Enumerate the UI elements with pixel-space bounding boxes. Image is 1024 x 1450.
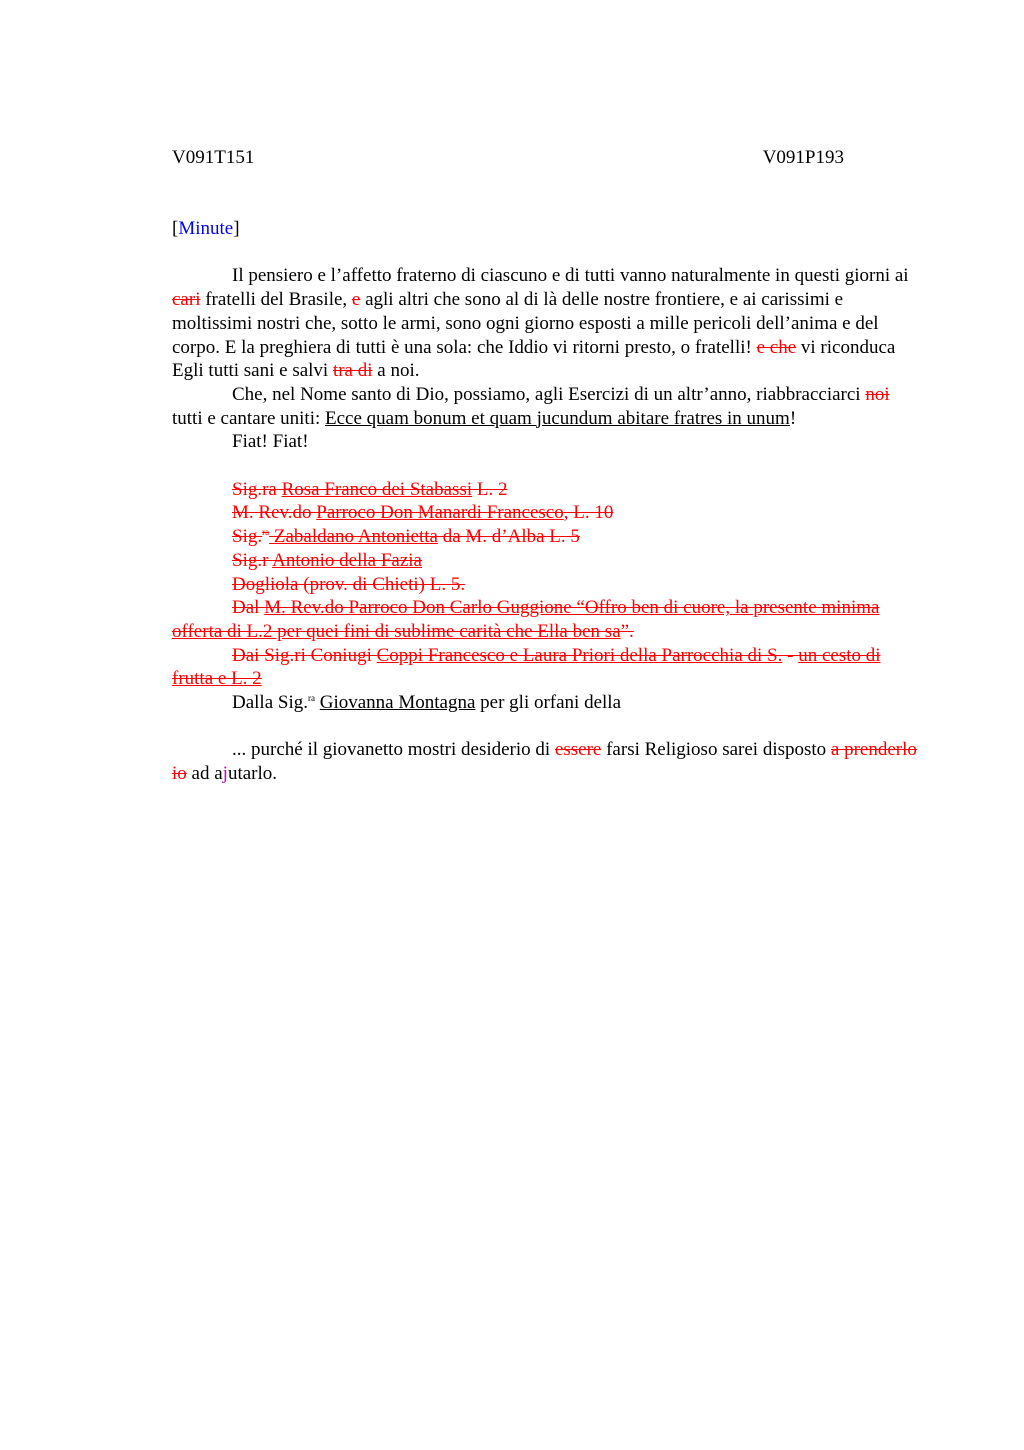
offering-6-name: M. Rev.do Parroco Don Carlo Guggione: [264, 597, 577, 619]
p1-text-2: fratelli del Brasile,: [200, 289, 352, 311]
offering-2-name: Parroco Don Manardi Francesco: [316, 502, 564, 524]
paragraph-4: [172, 738, 922, 785]
offering-3-title: Sig.: [232, 526, 263, 548]
offering-7-separator: -: [782, 644, 799, 666]
offering-8-superscript: ra: [308, 693, 315, 704]
offering-2-title: M. Rev.do: [232, 502, 317, 524]
tag-open-bracket: [: [172, 218, 179, 239]
offering-8-title: Dalla Sig.: [232, 692, 308, 714]
offering-1-title: Sig.ra: [232, 478, 282, 500]
document-header: [172, 146, 844, 170]
blank-line: [172, 241, 922, 265]
offering-3-name: Zabaldano Antonietta: [269, 526, 438, 548]
p2-text-2: tutti e cantare uniti:: [172, 407, 326, 429]
p2-underlined-quote: Ecce quam bonum et quam jucundum abitare fratres in unum: [325, 407, 790, 429]
offering-line-7: [172, 644, 922, 691]
offering-5-text: Dogliola (prov. di Chieti) L. 5.: [232, 573, 466, 595]
p2-text-3: !: [789, 407, 797, 429]
document-page: [172, 146, 922, 786]
paragraph-3: [172, 430, 922, 454]
paragraph-1: [172, 264, 922, 383]
offering-7-gift: un cesto di frutta e L. 2: [172, 644, 881, 690]
header-left-code: V091T151: [172, 147, 255, 168]
p1-deletion-3: e che: [756, 336, 797, 358]
offering-line-8: [172, 691, 922, 715]
p2-text-1: Che, nel Nome santo di Dio, possiamo, agli Esercizi di un altr’anno, riabbracciarci: [232, 383, 866, 405]
minute-section: [172, 217, 922, 786]
offering-line-1: [172, 478, 922, 502]
offering-line-5: [172, 573, 922, 597]
offering-1-amount: L. 2: [472, 478, 508, 500]
offering-line-2: [172, 501, 922, 525]
offering-6-quote: “Offro ben di cuore, la presente minima offerta di L.2 per quei fini di sublime carità che Ella ben sa: [172, 597, 880, 642]
p4-text-1: ... purché il giovanetto mostri desiderio di: [232, 739, 555, 761]
offering-6-title: Dal: [232, 597, 265, 619]
header-right-code: V091P193: [762, 147, 844, 168]
p4-text-3: ad a: [186, 763, 223, 785]
p1-text-4: vi riconduca Egli tutti sani e salvi: [172, 336, 896, 382]
p1-text-5: a noi.: [372, 360, 420, 382]
p4-text-2: farsi Religioso sarei disposto: [601, 739, 831, 761]
p2-deletion-1: noi: [865, 383, 890, 405]
offering-7-name: Coppi Francesco e Laura Priori della Parrocchia di S.: [376, 644, 783, 666]
offering-6-quote-end: ”.: [620, 620, 634, 642]
p4-text-4: utarlo.: [227, 763, 278, 785]
p1-deletion-4: tra di: [332, 360, 373, 382]
offering-line-6: [172, 596, 922, 643]
offering-line-3: [172, 525, 922, 549]
offering-4-name: Antonio della Fazia: [272, 549, 422, 571]
offering-line-4: [172, 549, 922, 573]
p4-deletion-2: a prenderlo io: [172, 739, 917, 785]
offering-4-title: Sig.r: [232, 549, 273, 571]
offering-1-name: Rosa Franco dei Stabassi: [281, 478, 473, 500]
tag-close-bracket: ]: [233, 218, 240, 239]
p3-text-1: Fiat! Fiat!: [232, 431, 309, 453]
section-tag: [172, 217, 922, 241]
paragraph-2: [172, 383, 922, 430]
blank-line: [172, 454, 922, 478]
offering-3-superscript: ra: [262, 527, 270, 538]
p1-deletion-2: e: [351, 289, 361, 311]
tag-label: Minute: [178, 218, 234, 239]
p4-deletion-1: essere: [554, 739, 602, 761]
p1-text-3: agli altri che sono al di là delle nostre frontiere, e ai carissimi e moltissimi nostri che, sotto le armi, sono ogni giorno esposti a mille pericoli dell’anima e del corpo. E la preghiera di tutti è una sola: che Iddio vi ritorni presto, o fratelli!: [172, 289, 879, 358]
offering-8-purpose: per gli orfani della: [475, 692, 622, 714]
p4-insertion-1: j: [222, 763, 228, 785]
p1-text-1: Il pensiero e l’affetto fraterno di ciascuno e di tutti vanno naturalmente in questi giorni ai: [232, 265, 909, 287]
offering-3-amount: da M. d’Alba L. 5: [437, 526, 580, 548]
offering-8-name: Giovanna Montagna: [319, 692, 476, 714]
p1-deletion-1: cari: [172, 289, 201, 311]
offering-7-title: Dai Sig.ri Coniugi: [232, 644, 377, 666]
offering-2-amount: , L. 10: [563, 502, 614, 524]
blank-line: [172, 715, 922, 739]
